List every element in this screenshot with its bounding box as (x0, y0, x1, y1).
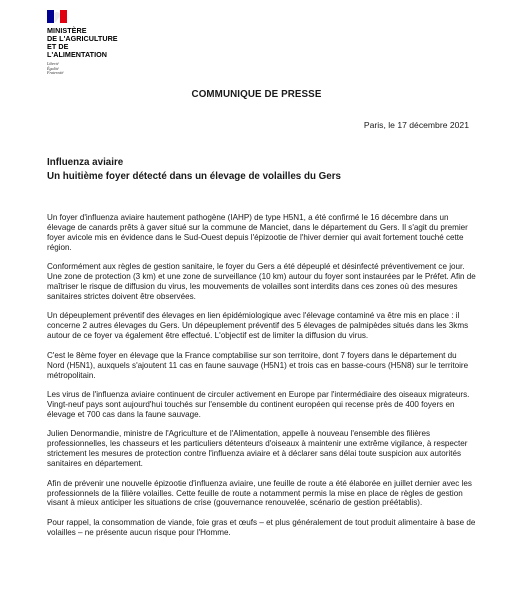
ministry-line-1: MINISTÈRE (47, 26, 87, 35)
paragraph: Pour rappel, la consommation de viande, foie gras et œufs – et plus généralement de tout produit alimentaire à base de volailles – ne présente aucun risque pour l'Homme. (47, 517, 476, 537)
ministry-line-3: ET DE L'ALIMENTATION (47, 42, 108, 59)
article-body (47, 213, 476, 547)
paragraph: Les virus de l'influenza aviaire continuent de circuler activement en Europe par l'intermédiaire des oiseaux migrateurs. Vingt-neuf pays sont aujourd'hui touchés sur l'ensemble du continent européen qui recense près de 400 foyers en élevage et 700 cas dans la faune sauvage. (47, 390, 470, 419)
ministry-logo (47, 10, 127, 76)
paragraph: C'est le 8ème foyer en élevage que la France comptabilise sur son territoire, dont 7 foyers dans le département du Nord (H5N1), auxquels s'ajoutent 11 cas en faune sauvage (H5N1) et trois cas en basse-cours (H5N8) sur le territoire métropolitain. (47, 350, 469, 380)
paragraph: Afin de prévenir une nouvelle épizootie d'influenza aviaire, une feuille de route a été élaborée en juillet dernier avec les professionnels de la filière volailles. Cette feuille de route a notamment permis la mise en place de règles de gestion visant à mieux anticiper les situations de crise (gouvernance renouvelée, scénario de gestion préétablis). (47, 478, 472, 508)
subject: Influenza aviaire (47, 157, 124, 168)
paragraph: Un dépeuplement préventif des élevages en lien épidémiologique avec l'élevage contaminé va être mis en place : il concerne 2 autres élevages du Gers. Un dépeuplement préventif des 5 élevages de palmipèdes situés dans les 3kms autour de ce foyer va également être effectué. L'objectif est de limiter la diffusion du virus. (47, 311, 469, 341)
paragraph: Julien Denormandie, ministre de l'Agriculture et de l'Alimentation, appelle à nouveau l'ensemble des filières professionnelles, les chasseurs et les particuliers détenteurs d'oiseaux à maintenir une extrême vigilance, à respecter strictement les mesures de protection contre l'influenza aviaire et à déclarer sans délai toute suspicion aux autorités sanitaires en département. (47, 429, 468, 469)
paragraph: Un foyer d'influenza aviaire hautement pathogène (IAHP) de type H5N1, a été confirmé le 16 décembre dans un élevage de canards prêts à gaver situé sur la commune de Manciet, dans le département du Gers. Il s'agit du premier foyer avicole mis en évidence dans le Sud-Ouest depuis l'épizootie de l'hiver dernier qui avait fortement touché cette région. (47, 213, 468, 252)
republic-motto (47, 62, 127, 76)
headline-block (47, 157, 367, 183)
motto-fraternite: Fraternité (47, 70, 64, 76)
press-release-title: COMMUNIQUE DE PRESSE (191, 89, 322, 100)
marianne-flag-icon (47, 10, 67, 23)
headline: Un huitième foyer détecté dans un élevage de volailles du Gers (47, 171, 342, 182)
paragraph: Conformément aux règles de gestion sanitaire, le foyer du Gers a été dépeuplé et désinfecté préventivement ce jour. Une zone de protection (3 km) et une zone de surveillance (10 km) autour du foyer sont instaurées par le Préfet. Afin de maîtriser le risque de diffusion du virus, les mouvements de volailles sont interdits dans ces zones où des mesures sanitaires strictes doivent être observées. (47, 262, 476, 301)
motto-egalite: Égalité (47, 65, 59, 71)
dateline: Paris, le 17 décembre 2021 (363, 120, 469, 130)
ministry-name (47, 27, 127, 59)
motto-liberte: Liberté (47, 61, 59, 66)
ministry-line-2: DE L'AGRICULTURE (47, 34, 118, 43)
